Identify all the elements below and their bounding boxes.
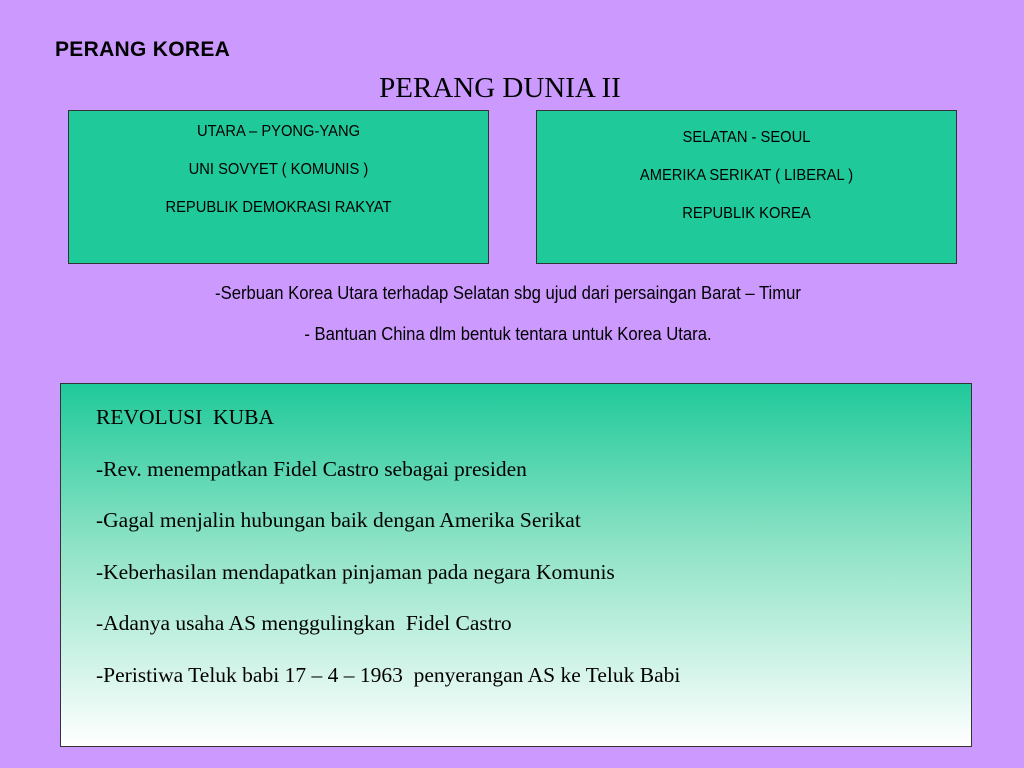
note-line: -Serbuan Korea Utara terhadap Selatan sbg ujud dari persaingan Barat – Timur bbox=[215, 282, 801, 303]
north-box-line: UTARA – PYONG-YANG bbox=[196, 123, 361, 140]
note-line: - Bantuan China dlm bentuk tentara untuk Korea Utara. bbox=[304, 323, 712, 344]
slide-subheading: PERANG DUNIA II bbox=[379, 72, 621, 104]
korea-notes bbox=[0, 282, 1016, 364]
south-box-line: AMERIKA SERIKAT ( LIBERAL ) bbox=[639, 167, 854, 184]
cuba-box-item: -Peristiwa Teluk babi 17 – 4 – 1963 penyerangan AS ke Teluk Babi bbox=[96, 662, 681, 687]
slide-heading: PERANG KOREA bbox=[55, 38, 231, 61]
north-box-line: REPUBLIK DEMOKRASI RAKYAT bbox=[165, 199, 392, 216]
cuba-box-title: REVOLUSI KUBA bbox=[96, 405, 274, 429]
cuba-revolution-box bbox=[60, 383, 972, 747]
north-box-line: UNI SOVYET ( KOMUNIS ) bbox=[188, 161, 369, 178]
cuba-box-item: -Keberhasilan mendapatkan pinjaman pada negara Komunis bbox=[96, 559, 615, 584]
south-box-line: REPUBLIK KOREA bbox=[682, 205, 811, 222]
cuba-box-item: -Adanya usaha AS menggulingkan Fidel Castro bbox=[96, 611, 512, 635]
north-korea-box bbox=[68, 110, 489, 264]
south-box-line: SELATAN - SEOUL bbox=[682, 129, 811, 146]
cuba-box-item: -Rev. menempatkan Fidel Castro sebagai presiden bbox=[96, 456, 527, 481]
south-korea-box bbox=[536, 110, 957, 264]
cuba-box-item: -Gagal menjalin hubungan baik dengan Amerika Serikat bbox=[96, 508, 581, 532]
